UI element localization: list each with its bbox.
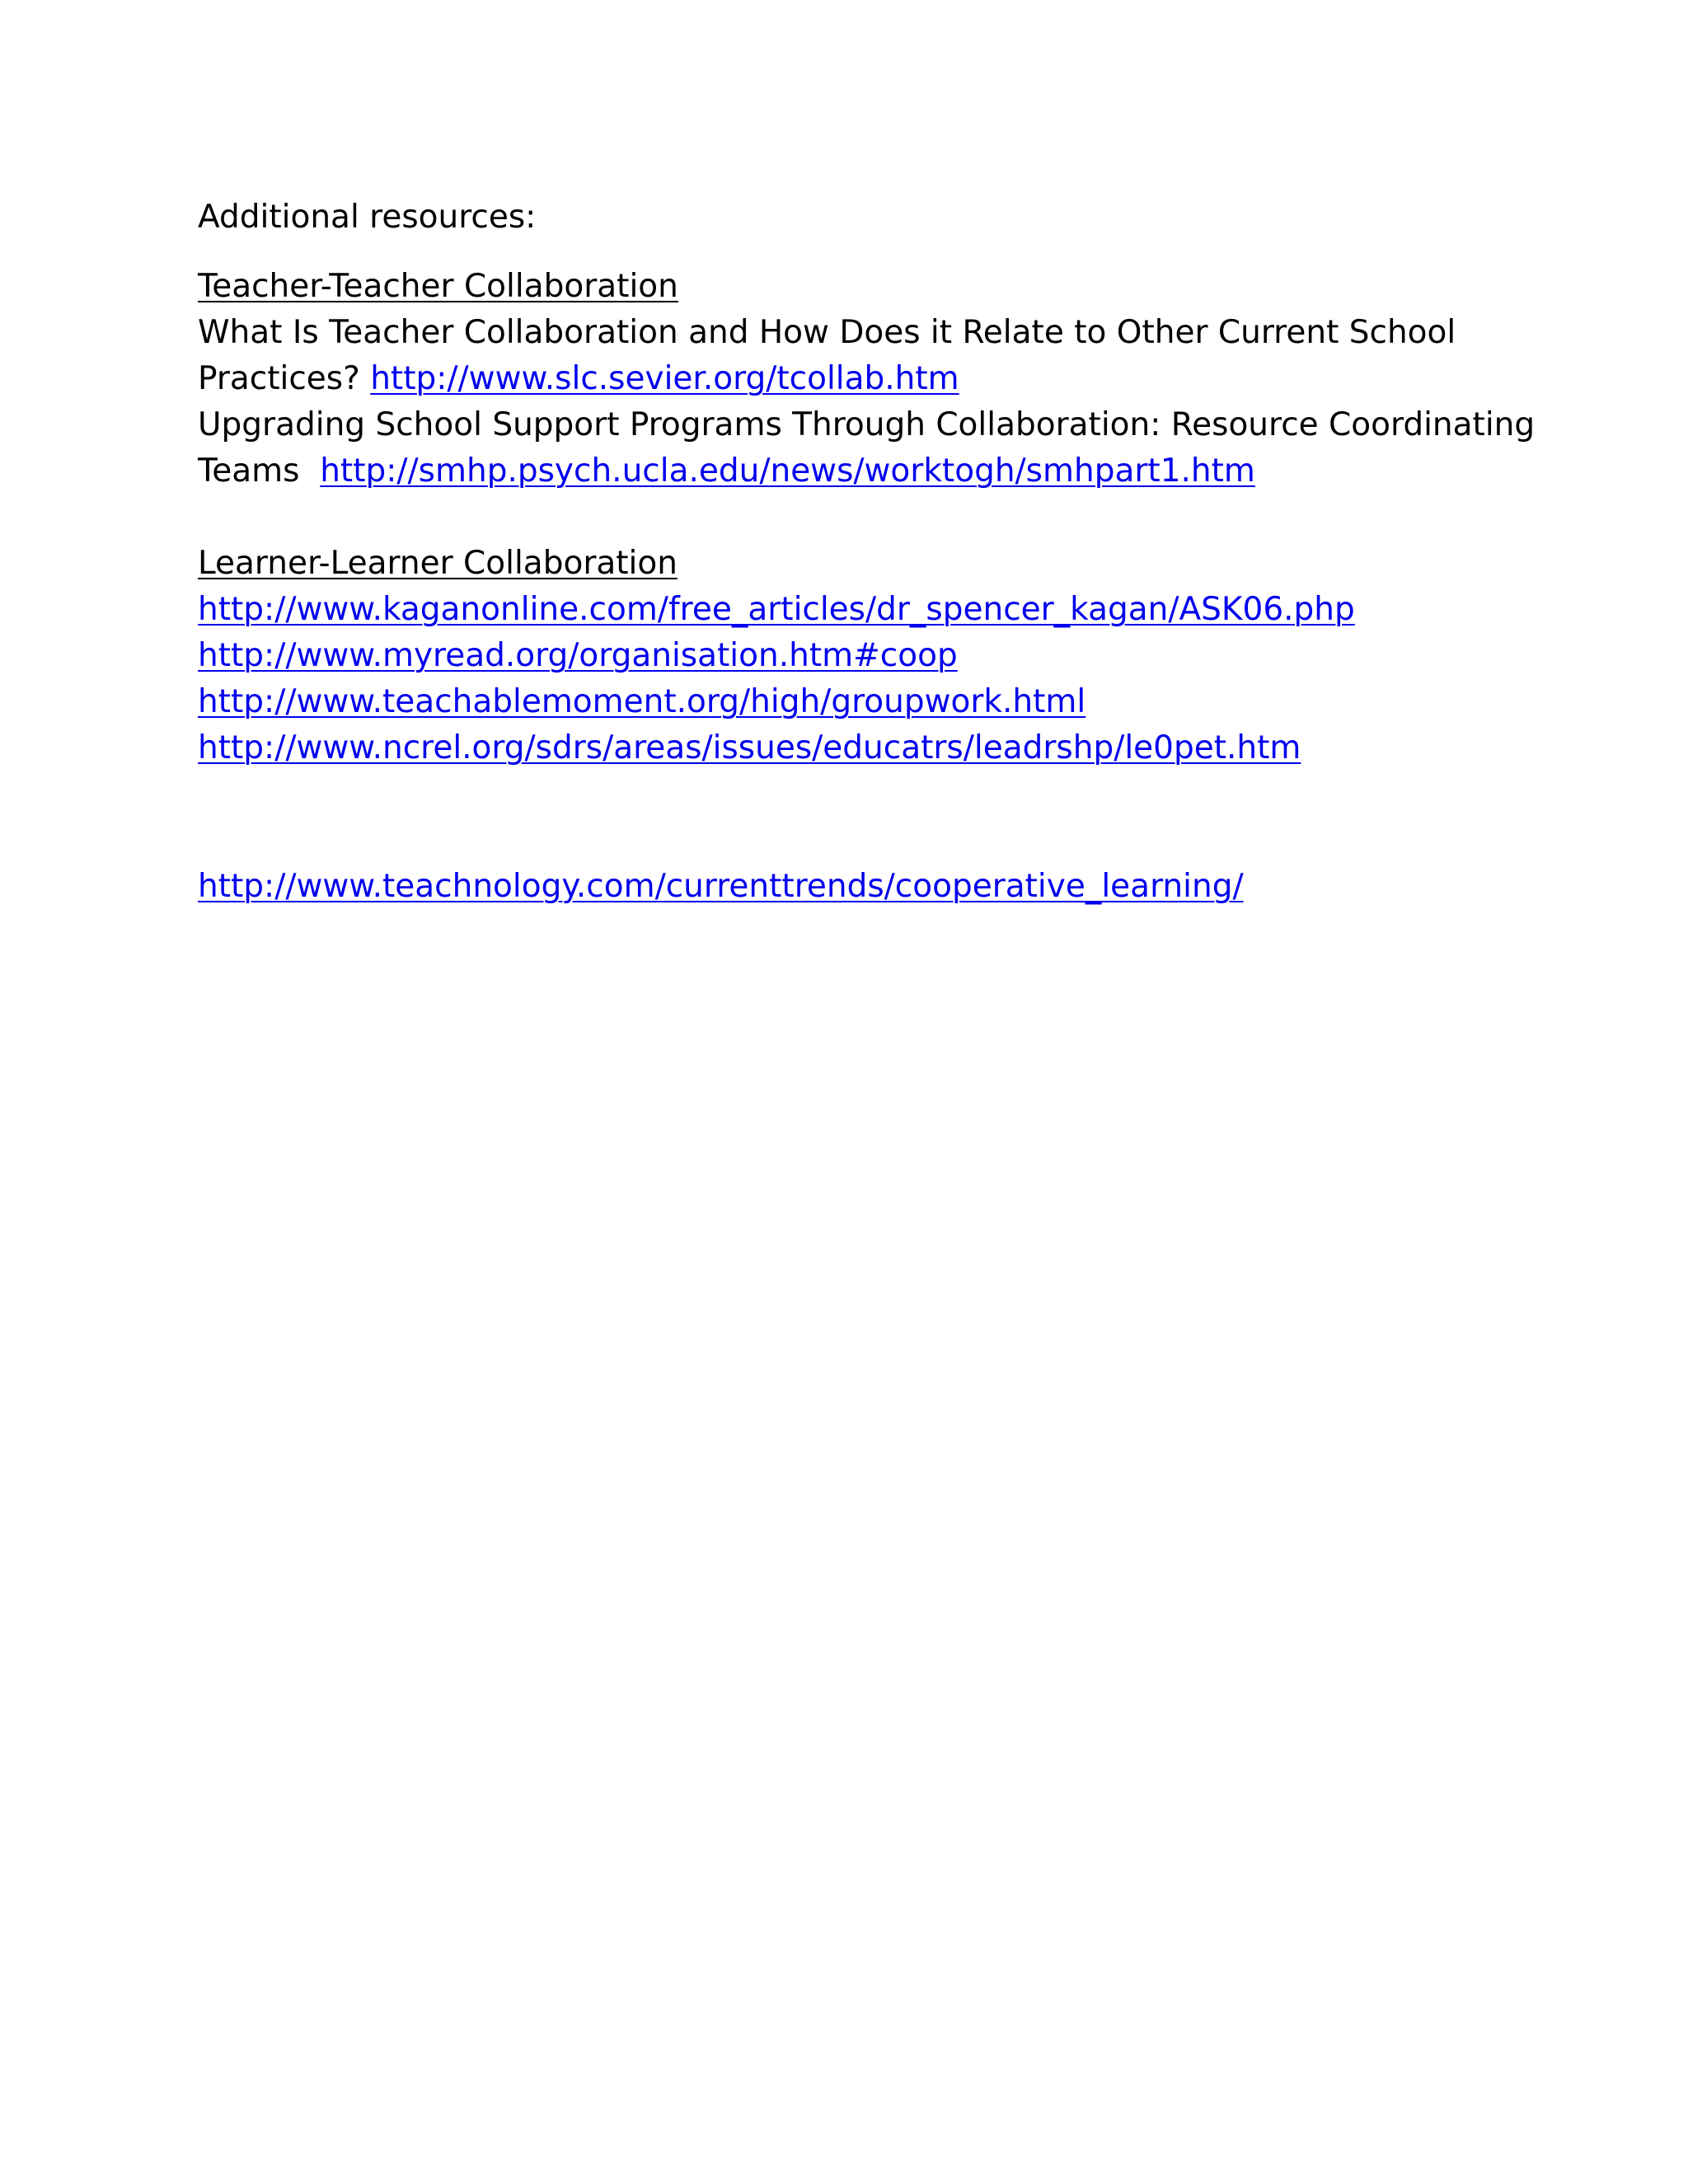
- teacher-item-2-link[interactable]: http://smhp.psych.ucla.edu/news/worktogh/smhpart1.htm: [320, 452, 1255, 490]
- teacher-section-heading: Teacher-Teacher Collaboration: [198, 268, 678, 305]
- teacher-item-1-text-line2: Practices?: [198, 360, 360, 397]
- learner-link-row: [198, 679, 1517, 725]
- learner-link-row: [198, 633, 1517, 679]
- teacher-item-2-text-line1: Upgrading School Support Programs Through Collaboration: Resource Coordinating: [198, 406, 1536, 443]
- teacher-item-1-link[interactable]: http://www.slc.sevier.org/tcollab.htm: [370, 360, 959, 397]
- learner-link-myread[interactable]: http://www.myread.org/organisation.htm#coop: [198, 637, 958, 674]
- learner-link-row: [198, 725, 1517, 771]
- learner-link-teachablemoment[interactable]: http://www.teachablemoment.org/high/groupwork.html: [198, 683, 1086, 720]
- learner-link-kaganonline[interactable]: http://www.kaganonline.com/free_articles/dr_spencer_kagan/ASK06.php: [198, 591, 1355, 628]
- learner-link-ncrel[interactable]: http://www.ncrel.org/sdrs/areas/issues/educatrs/leadrshp/le0pet.htm: [198, 729, 1301, 766]
- spacer: [198, 771, 1517, 864]
- intro-text: Additional resources:: [198, 199, 537, 236]
- teacher-item-2-line2: [198, 448, 1517, 494]
- document-content: [198, 194, 1536, 910]
- teacher-item-1-text-line1: What Is Teacher Collaboration and How Does it Relate to Other Current School: [198, 314, 1456, 351]
- extra-link-teachnology[interactable]: http://www.teachnology.com/currenttrends/cooperative_learning/: [198, 868, 1244, 905]
- learner-link-row: [198, 587, 1517, 633]
- teacher-item-1-line2: [198, 356, 1517, 402]
- extra-link-row: [198, 864, 1517, 910]
- spacer: [198, 494, 1517, 541]
- learner-section-heading: Learner-Learner Collaboration: [198, 545, 678, 582]
- teacher-item-2-text-line2: Teams: [198, 452, 300, 490]
